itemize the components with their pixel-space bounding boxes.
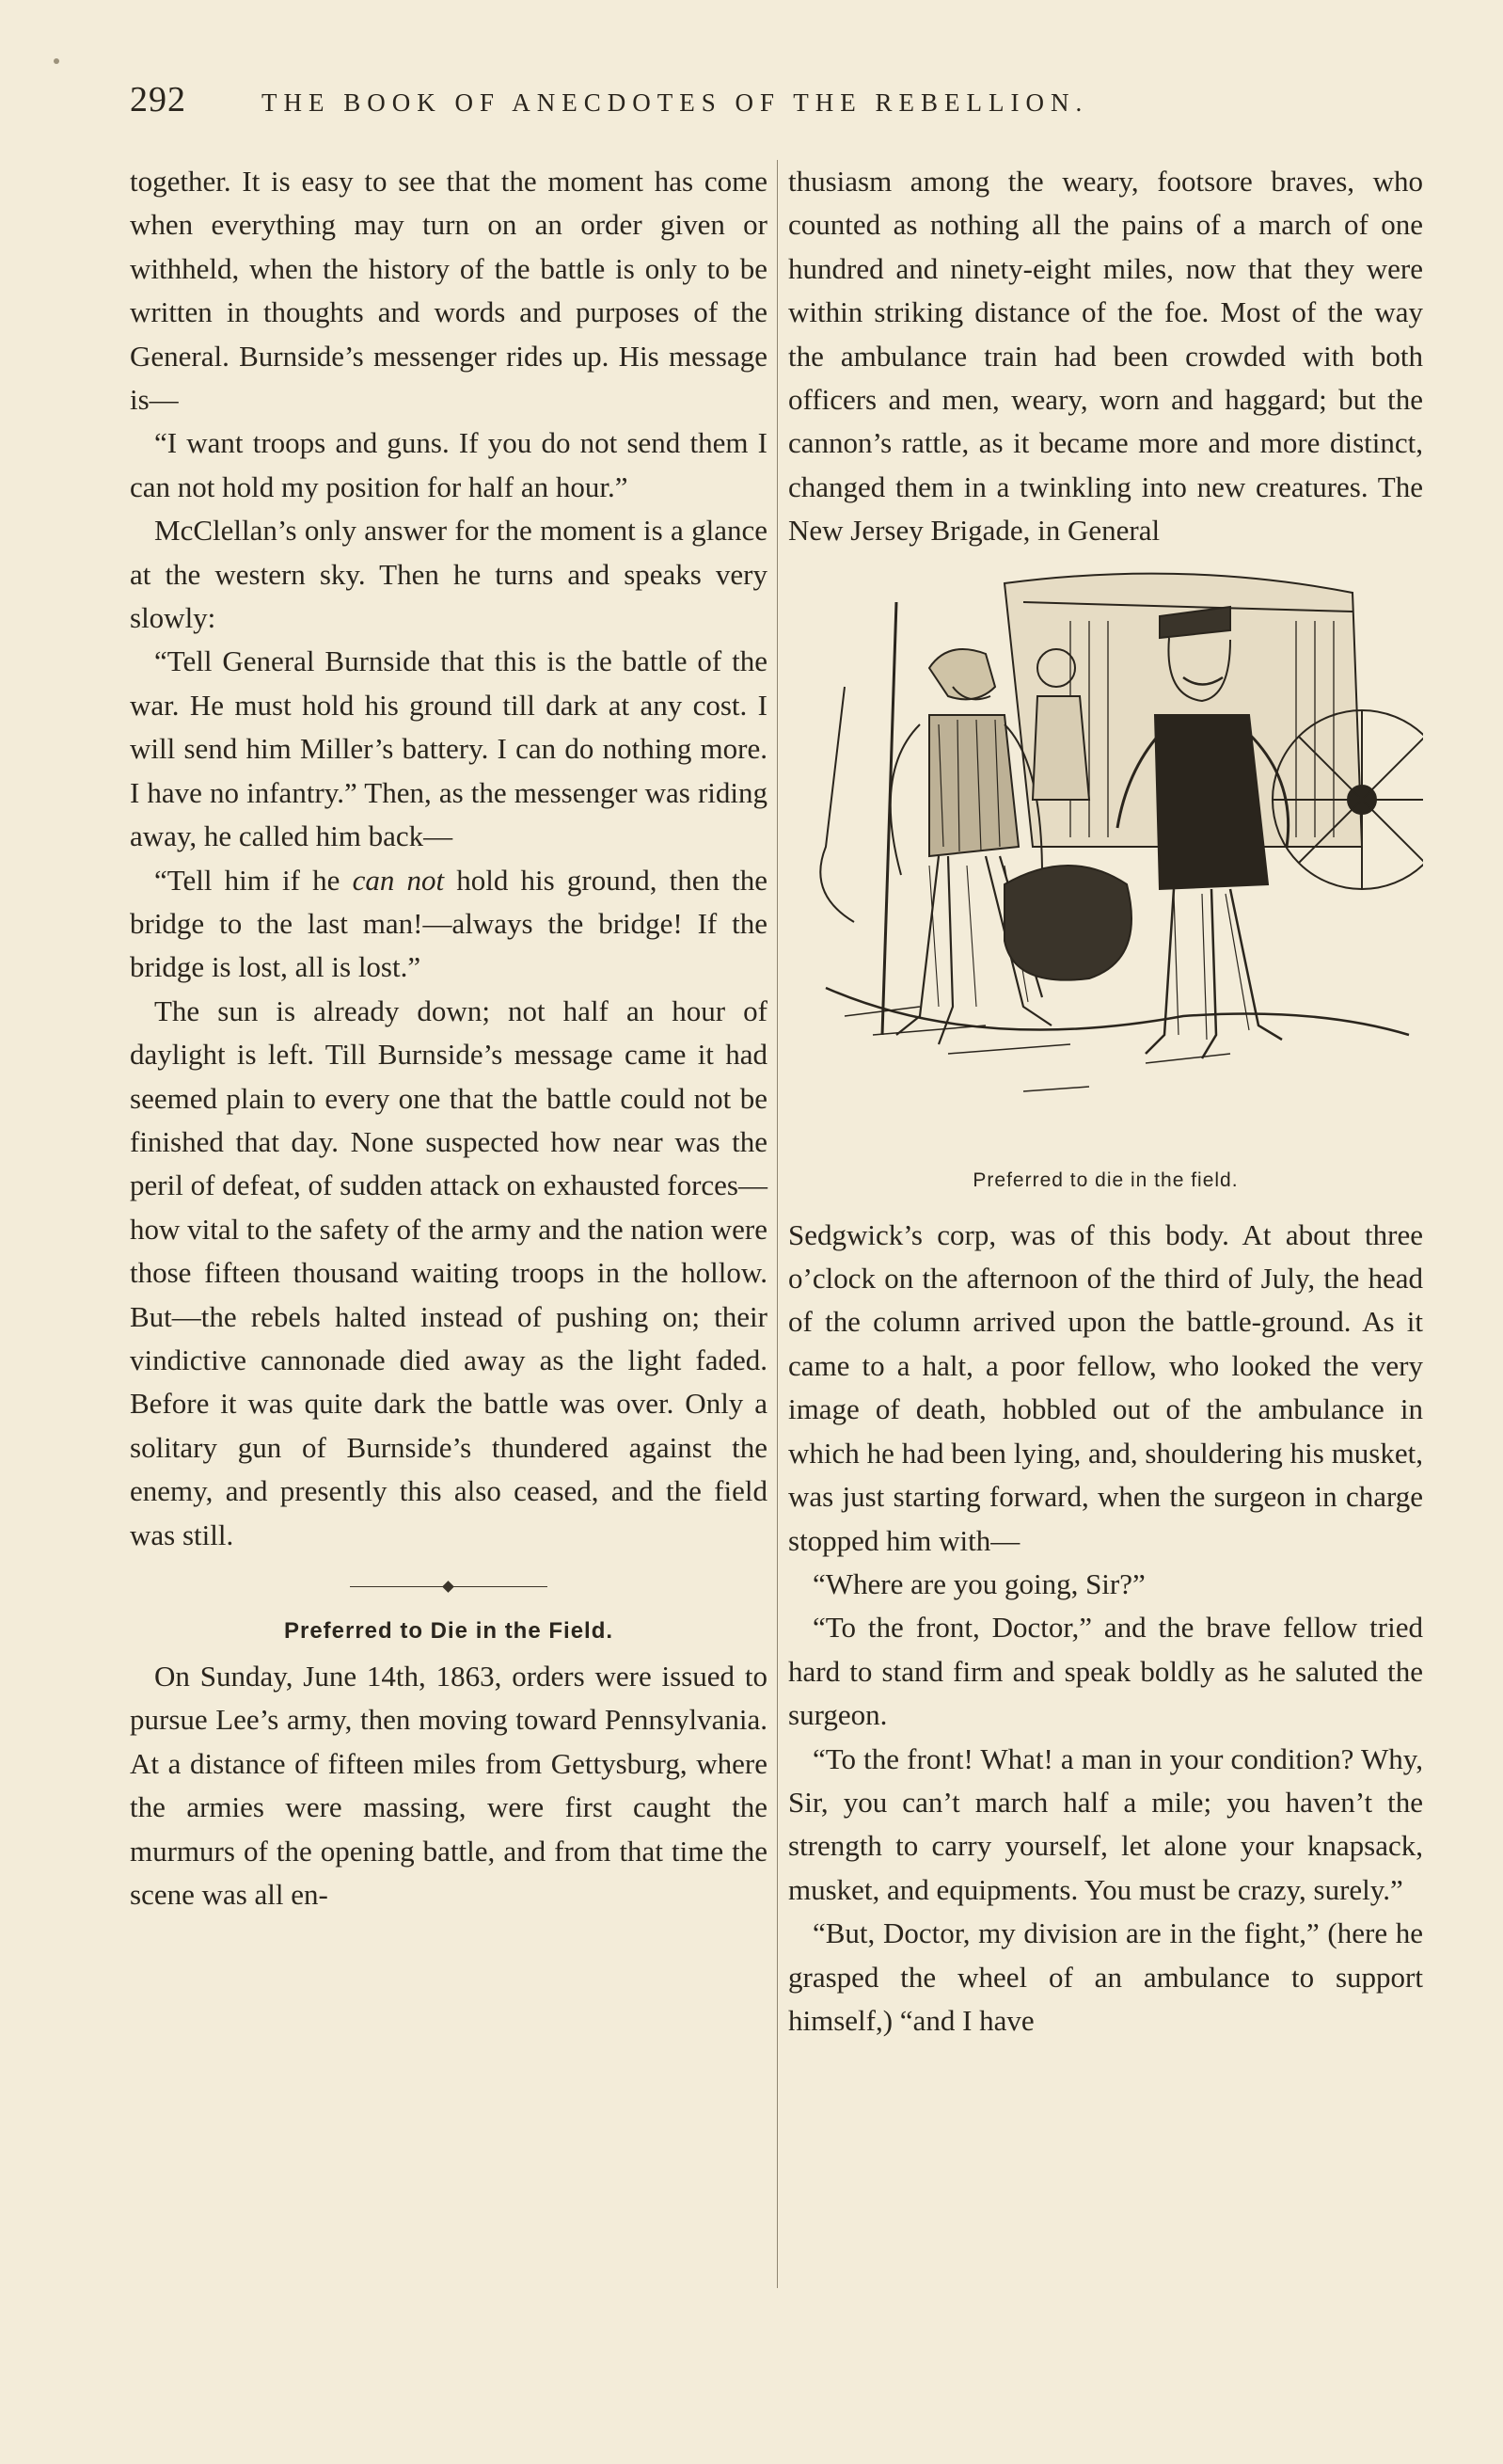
paragraph: “But, Doctor, my division are in the fight,” (here he grasped the wheel of an ambulance to support himself,) “and I have xyxy=(788,1916,1423,2037)
column-divider xyxy=(777,160,778,2288)
paragraph: thusiasm among the weary, footsore braves, who counted as nothing all the pains of a march of one hundred and ninety-eight miles, now that they were within striking distance of the foe. Most of the way the ambulance train had been crowded with both officers and men, weary, worn and haggard; but the cannon’s rattle, as it became more and more distinct, changed them in a twinkling into new creatures. The New Jersey Brigade, in General xyxy=(788,165,1423,548)
paragraph: together. It is easy to see that the moment has come when everything may turn on an order given or withheld, when the history of the battle is only to be written in thoughts and words and purposes of the General. Burnside’s messenger rides up. His message is— xyxy=(130,165,767,417)
left-column xyxy=(130,160,767,1916)
paragraph: McClellan’s only answer for the moment is a glance at the western sky. Then he turns and speaks very slowly: xyxy=(130,514,767,635)
paragraph: The sun is already down; not half an hour of daylight is left. Till Burnside’s message came it had seemed plain to every one that the battle could not be finished that day. None suspected how near was the peril of defeat, of sudden attack on exhausted forces—how vital to the safety of the army and the nation were those fifteen thousand waiting troops in the hollow. But—the rebels halted instead of pushing on; their vindictive cannonade died away as the light faded. Before it was quite dark the battle was over. Only a solitary gun of Burnside’s thundered against the enemy, and presently this also ceased, and the field was still. xyxy=(130,994,767,1551)
text-run: “Tell him if he xyxy=(154,863,353,897)
paragraph: “Tell General Burnside that this is the battle of the war. He must hold his ground till dark at any cost. I will send him Miller’s battery. I can do nothing more. I have no infantry.” Then, as the messenger was riding away, he called him back— xyxy=(130,644,767,853)
paragraph: “Where are you going, Sir?” xyxy=(813,1566,1146,1600)
running-head: THE BOOK OF ANECDOTES OF THE REBELLION. xyxy=(261,88,1089,117)
paragraph: “To the front, Doctor,” and the brave fellow tried hard to stand firm and speak boldly as he saluted the surgeon. xyxy=(788,1611,1423,1732)
paragraph: On Sunday, June 14th, 1863, orders were issued to pursue Lee’s army, then moving toward Pennsylvania. At a distance of fifteen miles from Gettysburg, where the armies were massing, were first caught the murmurs of the opening battle, and from that time the scene was all en- xyxy=(130,1660,767,1912)
engraving-soldier-and-surgeon-illustration xyxy=(788,564,1423,1148)
text-run: hold his ground, then the bridge to the last man!—always the bridge! If the bridge is lost, all is lost.” xyxy=(130,863,768,984)
illustration xyxy=(788,564,1423,1214)
margin-speck xyxy=(54,58,59,64)
emphasis: can not xyxy=(352,863,445,897)
right-column xyxy=(788,160,1423,2043)
paragraph: “To the front! What! a man in your condition? Why, Sir, you can’t march half a mile; you haven’t the strength to carry yourself, let alone your knapsack, musket, and equipments. You must be crazy, surely.” xyxy=(788,1741,1423,1906)
section-ornament xyxy=(350,1582,547,1593)
paragraph: Sedgwick’s corp, was of this body. At about three o’clock on the afternoon of the third of July, the head of the column arrived upon the battle-ground. As it came to a halt, a poor fellow, who looked the very image of death, hobbled out of the ambulance in which he had been lying, and, shouldering his musket, was just starting forward, when the surgeon in charge stopped him with— xyxy=(788,1217,1423,1557)
section-heading: Preferred to Die in the Field. xyxy=(283,1618,614,1644)
paragraph: “I want troops and guns. If you do not send them I can not hold my position for half an hour.” xyxy=(130,426,767,503)
page-number: 292 xyxy=(130,80,186,119)
paragraph xyxy=(130,859,767,990)
figure-caption: Preferred to die in the field. xyxy=(973,1168,1239,1191)
page-header xyxy=(130,79,1277,135)
